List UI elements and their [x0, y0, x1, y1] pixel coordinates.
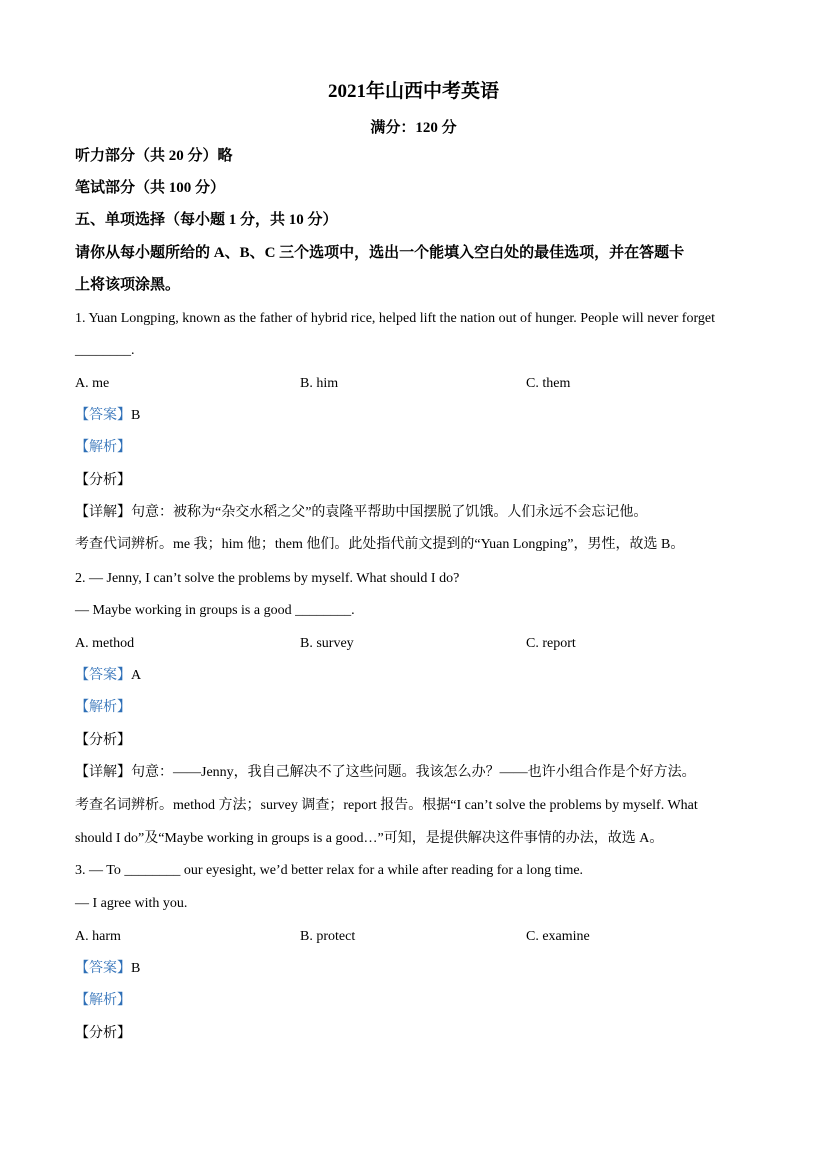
answer-label: 【答案】 [75, 408, 131, 423]
question-2-analysis-1: 考查名词辨析。method 方法；survey 调查；report 报告。根据“I can’t solve the problems by myself. What [75, 798, 698, 813]
question-2-reply: — Maybe working in groups is a good ________. [75, 603, 355, 618]
question-3-jiexi: 【解析】 [75, 993, 131, 1008]
listening-section-heading: 听力部分（共 20 分）略 [75, 148, 233, 164]
question-2-jiexi: 【解析】 [75, 700, 131, 715]
detail-label: 【详解】 [75, 505, 131, 520]
question-1-option-b: B. him [300, 376, 339, 391]
question-2-stem: 2. — Jenny, I can’t solve the problems by myself. What should I do? [75, 571, 460, 586]
question-1-option-c: C. them [526, 376, 571, 391]
question-2-option-c: C. report [526, 636, 576, 651]
question-1-analysis: 考查代词辨析。me 我；him 他；them 他们。此处指代前文提到的“Yuan Longping”，男性，故选 B。 [75, 537, 685, 552]
detail-text: 句意：被称为“杂交水稻之父”的袁隆平帮助中国摆脱了饥饿。人们永远不会忘记他。 [131, 505, 648, 520]
detail-text: 句意：——Jenny，我自己解决不了这些问题。我该怎么办？——也许小组合作是个好方法。 [131, 765, 696, 780]
question-2-fenxi: 【分析】 [75, 733, 131, 748]
writing-section-heading: 笔试部分（共 100 分） [75, 180, 226, 196]
question-3-fenxi: 【分析】 [75, 1026, 131, 1041]
part5-heading: 五、单项选择（每小题 1 分，共 10 分） [75, 212, 338, 228]
question-1-detail [75, 504, 647, 522]
question-3-option-b: B. protect [300, 929, 356, 944]
question-2-answer [75, 667, 141, 685]
instruction-line-2: 上将该项涂黑。 [75, 277, 181, 293]
answer-value: B [131, 408, 141, 423]
detail-label: 【详解】 [75, 765, 131, 780]
instruction-line-1: 请你从每小题所给的 A、B、C 三个选项中，选出一个能填入空白处的最佳选项，并在答题卡 [75, 245, 685, 261]
question-2-option-a: A. method [75, 636, 135, 651]
question-3-answer [75, 960, 140, 978]
answer-value: B [131, 961, 141, 976]
question-3-reply: — I agree with you. [75, 896, 188, 911]
answer-value: A [131, 668, 142, 683]
question-1-fenxi: 【分析】 [75, 473, 131, 488]
question-3-option-a: A. harm [75, 929, 121, 944]
question-1-blank: ________. [75, 343, 135, 358]
page-title: 2021年山西中考英语 [327, 81, 499, 102]
question-3-option-c: C. examine [526, 929, 590, 944]
answer-label: 【答案】 [75, 961, 131, 976]
question-2-option-b: B. survey [300, 636, 354, 651]
question-1-jiexi: 【解析】 [75, 440, 131, 455]
question-3-stem: 3. — To ________ our eyesight, we’d better relax for a while after reading for a long time. [75, 863, 584, 878]
answer-label: 【答案】 [75, 668, 131, 683]
total-score: 满分：120 分 [370, 120, 457, 136]
question-2-analysis-2: should I do”及“Maybe working in groups is a good…”可知，是提供解决这件事情的办法，故选 A。 [75, 831, 664, 846]
question-2-detail [75, 764, 696, 782]
question-1-stem: 1. Yuan Longping, known as the father of hybrid rice, helped lift the nation out of hunger. People will never forget [75, 311, 715, 326]
question-1-answer [75, 407, 140, 425]
question-1-option-a: A. me [75, 376, 110, 391]
